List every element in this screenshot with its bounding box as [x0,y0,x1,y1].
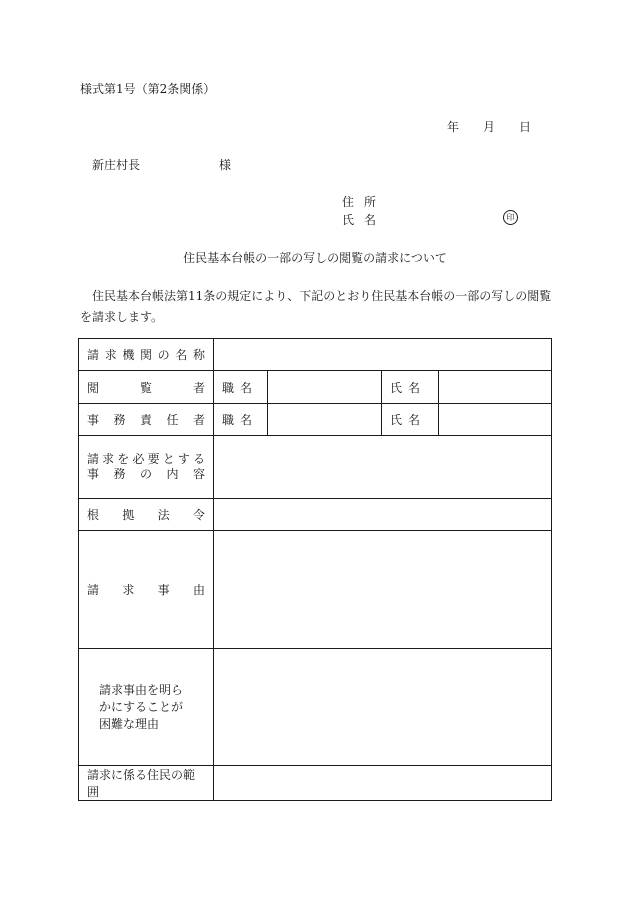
requesting-agency-field[interactable] [214,339,552,371]
document-title: 住民基本台帳の一部の写しの閲覧の請求について [183,251,447,265]
viewer-job-title-field[interactable] [268,371,382,404]
scope-label [79,766,214,801]
legal-basis-label [79,499,214,531]
responsible-person-text: 事 務 責 任 者 [87,413,205,427]
responsible-person-label [79,404,214,436]
responsible-job-title-label [214,404,268,436]
difficulty-field[interactable] [214,649,552,766]
name-label: 氏名 [342,213,387,227]
table-row [79,649,552,766]
table-row [79,339,552,371]
responsible-job-title-field[interactable] [268,404,382,436]
responsible-name-field[interactable] [439,404,552,436]
viewer-job-title-label [214,371,268,404]
honorific: 様 [219,158,232,172]
requesting-agency-text: 請 求 機 関 の 名 称 [87,348,205,362]
seal-mark: 印 [503,210,518,225]
difficulty-text: 請求事由を明らかにすることが困難な理由 [99,682,184,731]
responsible-name-label [382,404,439,436]
scope-text: 請求に係る住民の範囲 [87,768,196,799]
viewer-job-title-text: 職 名 [222,380,252,395]
date-year-label: 年 [447,120,460,134]
table-row [79,436,552,499]
viewer-name-field[interactable] [439,371,552,404]
date-month-label: 月 [483,120,496,134]
table-row [79,404,552,436]
purpose-field[interactable] [214,436,552,499]
purpose-label [79,436,214,499]
reason-label [79,531,214,649]
table-row [79,499,552,531]
purpose-text-line2: 事 務 の 内 容 [87,467,205,481]
table-row [79,371,552,404]
form-number: 様式第1号（第2条関係） [80,82,216,96]
legal-basis-field[interactable] [214,499,552,531]
viewer-text: 閲 覧 者 [87,380,205,395]
viewer-label [79,371,214,404]
addressee: 新庄村長 [92,158,141,172]
difficulty-label [79,649,214,766]
viewer-name-text: 氏 名 [390,380,420,395]
responsible-job-title-text: 職 名 [222,413,252,427]
date-day-label: 日 [519,120,532,134]
scope-field[interactable] [214,766,552,801]
purpose-text-line1: 請 求 を 必 要 と す る [87,452,205,466]
table-row [79,766,552,801]
reason-field[interactable] [214,531,552,649]
date-line [447,118,531,135]
legal-basis-text: 根 拠 法 令 [87,508,205,522]
request-table [78,338,552,801]
address-label: 住所 [342,195,387,209]
reason-text: 請 求 事 由 [87,583,205,597]
responsible-name-text: 氏 名 [390,413,420,427]
table-row [79,531,552,649]
requesting-agency-label [79,339,214,371]
viewer-name-label [382,371,439,404]
body-text: 住民基本台帳法第11条の規定により、下記のとおり住民基本台帳の一部の写しの閲覧を請求します。 [80,289,552,324]
